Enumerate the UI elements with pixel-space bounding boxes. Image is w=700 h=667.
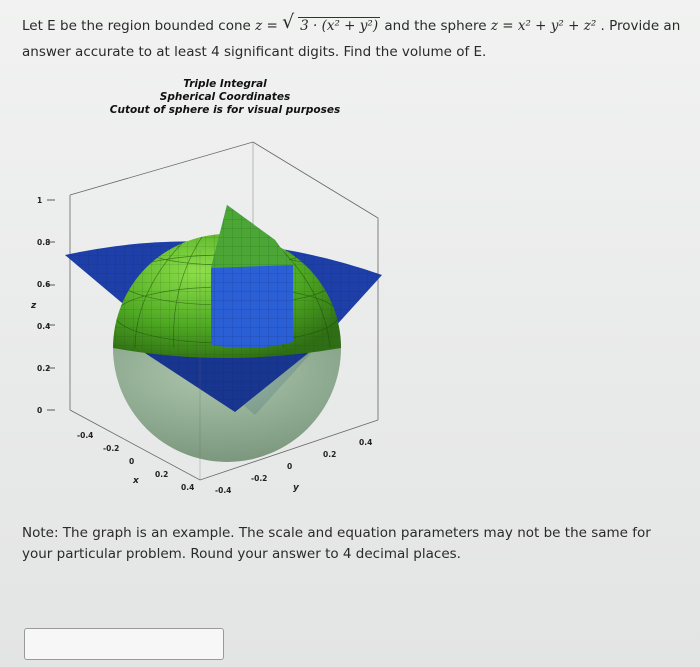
answer-input[interactable] [24, 628, 224, 660]
problem-statement [22, 13, 692, 65]
cone-sqrt [282, 13, 380, 39]
z-tick-label: 0.4 [37, 322, 51, 331]
plot-3d [25, 120, 405, 505]
x-axis-label: x [133, 476, 139, 486]
y-tick-label: 0.2 [323, 450, 337, 459]
x-tick-label: -0.4 [77, 431, 94, 440]
x-tick-label: -0.2 [103, 444, 120, 453]
z-tick-label: 0.2 [37, 364, 51, 373]
z-axis [47, 200, 55, 410]
y-tick-label: 0.4 [359, 438, 373, 447]
note-text: Note: The graph is an example. The scale and equation parameters may not be the same for your particular problem. Round your answer to 4 decimal places. [22, 525, 651, 562]
z-tick-label: 1 [37, 196, 43, 205]
problem-intro: Let E be the region bounded cone [22, 18, 256, 34]
z-axis-label: z [31, 301, 37, 311]
z-tick-label: 0 [37, 406, 43, 415]
sphere-cutout [211, 205, 293, 348]
cone-sqrt-content: 3 · (x² + y²) [300, 18, 379, 34]
problem-tail: . Provide an answer accurate to at least 4 significant digits. Find the volume of E. [22, 18, 681, 60]
plot-title-line3: Cutout of sphere is for visual purposes [109, 104, 341, 116]
sqrt-icon: √ [282, 11, 295, 33]
y-tick-label: -0.4 [215, 486, 232, 495]
x-tick-label: 0 [129, 457, 135, 466]
y-tick-label: 0 [287, 462, 293, 471]
plot-title [105, 78, 345, 117]
z-tick-label: 0.6 [37, 280, 51, 289]
y-tick-label: -0.2 [251, 474, 268, 483]
plot-title-line1: Triple Integral [183, 78, 267, 90]
sphere-equation: z = x² + y² + z² [490, 18, 597, 34]
x-tick-label: 0.2 [155, 470, 169, 479]
problem-middle: and the sphere [384, 18, 491, 34]
z-tick-label: 0.8 [37, 238, 51, 247]
x-tick-label: 0.4 [181, 483, 195, 492]
y-axis-label: y [293, 483, 299, 493]
plot-title-line2: Spherical Coordinates [159, 91, 291, 103]
cone-lhs: z = [255, 18, 278, 34]
